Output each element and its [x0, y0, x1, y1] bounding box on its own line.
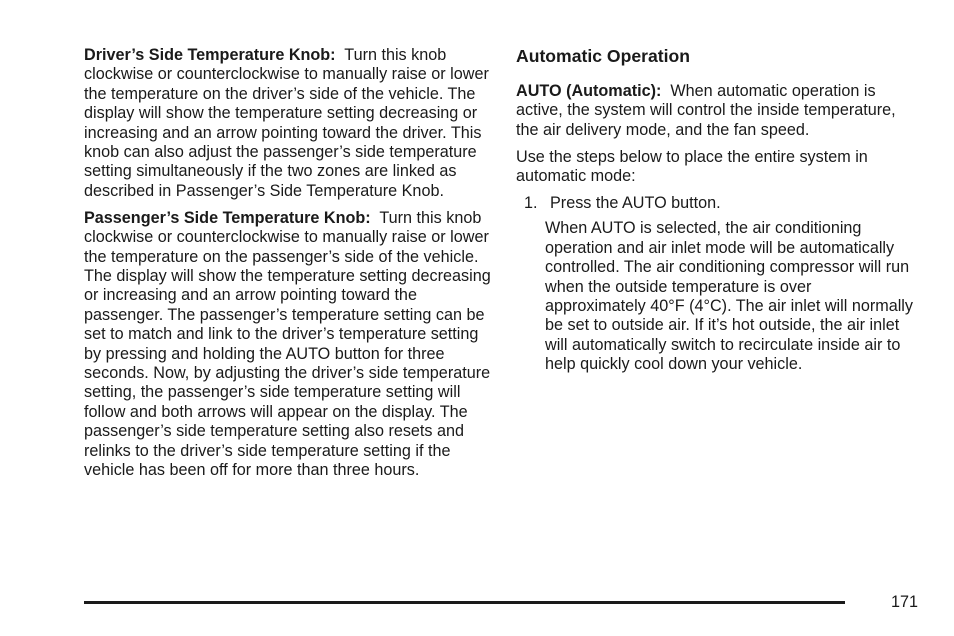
passenger-knob-term: Passenger’s Side Temperature Knob: [84, 208, 371, 227]
step-item [516, 194, 916, 213]
auto-term: AUTO (Automatic): [516, 82, 662, 100]
driver-knob-term: Driver’s Side Temperature Knob: [84, 46, 336, 64]
footer-rule [84, 601, 845, 604]
right-column [516, 46, 916, 375]
passenger-knob-paragraph [84, 209, 492, 481]
step-text: Press the AUTO button. [550, 194, 721, 213]
driver-knob-body: Turn this knob clockwise or counterclockwise to manually raise or lower the temperature on the driver’s side of the vehicle. The display will show the temperature setting decreasing or increasing and an arrow pointing toward the driver. This knob can also adjust the passenger’s side temperature setting simultaneously if the two zones are linked as described in Passenger’s Side Temperature Knob. [84, 46, 489, 200]
page-number: 171 [890, 593, 918, 611]
intro-paragraph: Use the steps below to place the entire system in automatic mode: [516, 147, 868, 186]
step-detail: When AUTO is selected, the air conditioning operation and air inlet mode will be automatically controlled. The air conditioning compressor will run when the outside temperature is over approximately 40°F (4°C). The air inlet will normally be set to outside air. If it’s hot outside, the air inlet will automatically switch to recirculate inside air to help quickly cool down your vehicle. [545, 219, 913, 374]
auto-body: When automatic operation is active, the system will control the inside temperature, the air delivery mode, and the fan speed. [516, 82, 896, 139]
step-number: 1. [524, 194, 538, 213]
left-column [84, 46, 492, 480]
passenger-knob-body: Turn this knob clockwise or counterclockwise to manually raise or lower the temperature on the passenger’s side of the vehicle. The display will show the temperature setting decreasing or increasing and an arrow pointing toward the passenger. The passenger’s temperature setting can be set to match and link to the driver’s temperature setting by pressing and holding the AUTO button for three seconds. Now, by adjusting the driver’s side temperature setting, the passenger’s side temperature setting will follow and both arrows will appear on the display. The passenger’s side temperature setting also resets and relinks to the driver’s side temperature setting if the vehicle has been off for more than three hours. [84, 208, 491, 480]
steps-list [516, 194, 916, 375]
auto-paragraph [516, 82, 916, 140]
section-heading: Automatic Operation [516, 46, 690, 66]
driver-knob-paragraph [84, 46, 492, 201]
